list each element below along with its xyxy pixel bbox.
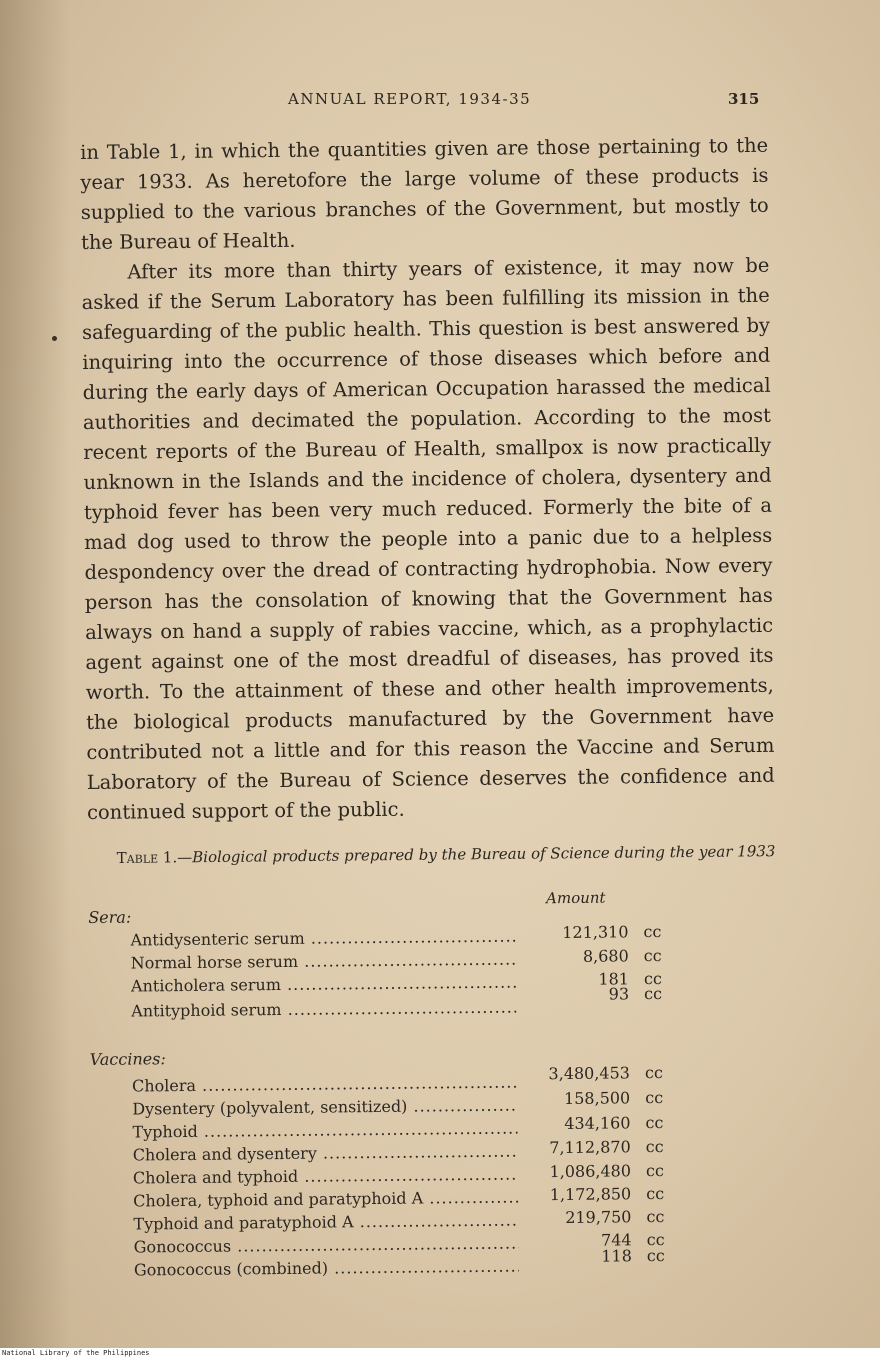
product-unit: cc: [643, 921, 662, 942]
product-name: Gonococcus (combined) .....: [134, 1255, 519, 1282]
product-unit: cc: [645, 1160, 664, 1181]
product-quantity: 8,680: [582, 946, 629, 966]
library-credit: National Library of the Philippines: [2, 1349, 150, 1357]
product-quantity: 1,086,480: [549, 1161, 632, 1182]
product-name: Anticholera serum .....: [131, 971, 516, 998]
product-quantity: 219,750: [565, 1207, 632, 1228]
body-text: [80, 131, 775, 828]
product-unit: cc: [646, 1206, 665, 1227]
product-quantity: 158,500: [563, 1088, 631, 1109]
table-row: [92, 1245, 692, 1282]
product-quantity: 434,160: [564, 1113, 631, 1134]
table-caption-text: —Biological products prepared by the Bureau of Science during the year 1933: [177, 842, 776, 867]
paragraph-2: After its more than thirty years of existence, it may now be asked if the Serum Laboratory has been fulfilling its mission in the safeguarding of the public health. This question is best answered by inquiring into the occurrence of those diseases which before and during the early days of American Occupation harassed the medical authorities and decimated the population. According to the most recent reports of the Bureau of Health, smallpox is now practically unknown in the Islands and the incidence of cholera, dysentery and typhoid fever has been very much reduced. Formerly the bite of a mad dog used to throw the people into a panic due to a helpless despondency over the dread of contracting hydrophobia. Now every person has the consolation of knowing that the Government has always on hand a supply of rabies vaccine, which, as a prophylactic agent against one of the most dreadful of diseases, has proved its worth. To the attainment of these and other health improvements, the biological products manufactured by the Government have contributed not a little and for this reason the Vaccine and Serum Laboratory of the Bureau of Science deserves the confidence and continued support of the public.: [81, 253, 775, 824]
product-unit: cc: [646, 1245, 665, 1266]
ink-speck: [52, 336, 57, 341]
table-caption-label: Table 1.: [116, 848, 178, 867]
running-head: ANNUAL REPORT, 1934-35: [288, 90, 532, 108]
product-name: Gonococcus .....: [134, 1232, 519, 1259]
product-quantity: 3,480,453: [548, 1063, 631, 1084]
group-label-vaccines: Vaccines:: [89, 1049, 166, 1069]
product-unit: cc: [646, 1229, 665, 1250]
product-name: Typhoid .....: [132, 1117, 517, 1144]
product-unit: cc: [645, 1087, 664, 1108]
page-number: 315: [728, 90, 760, 108]
product-name: Normal horse serum .....: [131, 948, 516, 975]
product-name: Typhoid and paratyphoid A .....: [133, 1209, 518, 1236]
product-unit: cc: [645, 1136, 664, 1157]
product-unit: cc: [643, 945, 662, 966]
product-quantity: 7,112,870: [549, 1137, 631, 1158]
product-quantity: 121,310: [562, 922, 629, 943]
product-unit: cc: [643, 983, 663, 1004]
product-unit: cc: [644, 1062, 663, 1083]
amount-column-header: Amount: [545, 888, 606, 908]
product-name: Antityphoid serum .....: [131, 996, 516, 1023]
product-quantity: 181: [598, 969, 630, 989]
product-name: Cholera and typhoid .....: [133, 1163, 518, 1190]
product-quantity: 1,172,850: [549, 1184, 632, 1205]
biological-products-table: [88, 886, 688, 1280]
binding-shadow: [0, 0, 70, 1348]
product-name: Dysentery (polyvalent, sensitized) .....: [132, 1094, 517, 1121]
product-name: Antidysenteric serum .....: [130, 925, 515, 952]
table-caption: [116, 841, 776, 868]
paragraph-1: in Table 1, in which the quantities given are those pertaining to the year 1933. As heretofore the large volume of these products is supplied to the various branches of the Government, but mostly to the Bureau of Health.: [80, 133, 769, 254]
product-unit: cc: [646, 1183, 665, 1204]
product-quantity: 744: [601, 1230, 632, 1250]
product-unit: cc: [645, 1112, 664, 1133]
product-name: Cholera, typhoid and paratyphoid A .....: [133, 1186, 518, 1213]
group-label-sera: Sera:: [88, 907, 132, 927]
page-header: [0, 90, 880, 112]
product-name: Cholera .....: [132, 1071, 517, 1098]
product-name: Cholera and dysentery .....: [133, 1140, 518, 1167]
product-quantity: 93: [608, 984, 630, 1004]
product-quantity: 118: [601, 1246, 632, 1266]
product-unit: cc: [643, 968, 662, 989]
